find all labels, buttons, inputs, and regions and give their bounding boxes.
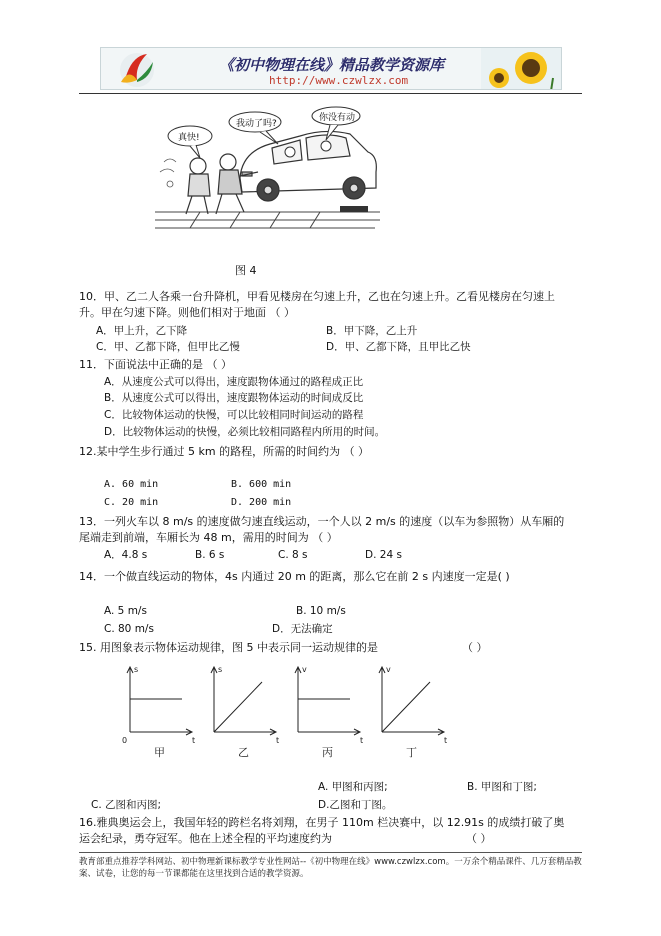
graph-2-line	[214, 682, 262, 732]
figure-4-caption: 图 4	[235, 264, 257, 277]
q12-option-a[interactable]: A. 60 min	[104, 479, 159, 490]
q16-stem-line2: 运会纪录，勇夺冠军。他在上述全程的平均速度约为	[79, 832, 332, 845]
bubble-left: 真快!	[178, 133, 200, 143]
q15-option-a[interactable]: A. 甲图和丙图;	[318, 781, 388, 793]
q13-option-b[interactable]: B. 6 s	[195, 549, 225, 561]
q13-option-c[interactable]: C. 8 s	[278, 549, 308, 561]
footer-note: 教育部重点推荐学科网站、初中物理新课标教学专业性网站--《初中物理在线》www.czwlzx.com。一万余个精品课件、几万套精品教案、试卷，让您的每一节课都能在这里找到合适的教学资源。	[79, 857, 582, 879]
q15-option-b[interactable]: B. 甲图和丁图;	[467, 781, 537, 793]
header-banner	[100, 47, 562, 90]
bubble-mid: 我动了吗?	[236, 119, 277, 129]
graph-4-x-label: t	[444, 736, 448, 745]
q15-stem: 15. 用图象表示物体运动规律，图 5 中表示同一运动规律的是	[79, 641, 378, 654]
q14-option-c[interactable]: C. 80 m/s	[104, 623, 154, 635]
q12-option-d[interactable]: D. 200 min	[231, 497, 292, 508]
q11-option-b[interactable]: B．从速度公式可以得出，速度跟物体运动的时间成反比	[104, 392, 364, 404]
q16-stem-line1: 16.雅典奥运会上，我国年轻的跨栏名将刘翔，在男子 110m 栏决赛中，以 12.91s 的成绩打破了奥	[79, 816, 565, 829]
graph-2-y-label: s	[218, 665, 223, 674]
q10-option-b[interactable]: B．甲下降，乙上升	[326, 325, 418, 337]
graph-2-x-label: t	[276, 736, 280, 745]
header-rule	[79, 93, 582, 94]
q13-option-d[interactable]: D. 24 s	[365, 549, 402, 561]
graph-4-name: 丁	[406, 746, 417, 759]
graph-4-y-label: v	[386, 665, 391, 674]
banner-title: 《初中物理在线》精品教学资源库	[219, 56, 445, 74]
q12-stem: 12.某中学生步行通过 5 km 的路程，所需的时间约为 （ ）	[79, 445, 370, 458]
q11-option-d[interactable]: D．比较物体运动的快慢，必须比较相同路程内所用的时间。	[104, 426, 386, 438]
q10-stem-line1: 10．甲、乙二人各乘一台升降机，甲看见楼房在匀速上升，乙也在匀速上升。乙看见楼房在匀速上	[79, 290, 555, 303]
figure-4-illustration	[150, 100, 385, 240]
graph-1-name: 甲	[154, 746, 165, 759]
q10-stem-line2: 升。甲在匀速下降。则他们相对于地面 （ ）	[79, 306, 295, 319]
graph-3-x-label: t	[360, 736, 364, 745]
q15-answer-paren: （ ）	[462, 641, 488, 654]
graph-1-x-label: t	[192, 736, 196, 745]
q15-option-c[interactable]: C. 乙图和丙图;	[91, 799, 162, 811]
q11-option-a[interactable]: A．从速度公式可以得出，速度跟物体通过的路程成正比	[104, 376, 364, 388]
graph-3-name: 丙	[322, 746, 333, 759]
q14-option-b[interactable]: B. 10 m/s	[296, 605, 346, 617]
q14-option-d[interactable]: D．无法确定	[272, 623, 333, 635]
q15-option-d[interactable]: D.乙图和丁图。	[318, 799, 393, 811]
q14-stem: 14．一个做直线运动的物体，4s 内通过 20 m 的距离，那么它在前 2 s 内速度一定是( )	[79, 570, 510, 583]
q16-answer-paren: （ ）	[466, 832, 492, 845]
logo-icon	[107, 48, 167, 90]
q11-stem: 11．下面说法中正确的是 （ ）	[79, 358, 232, 371]
graph-1-origin-label: 0	[122, 736, 128, 745]
q12-option-b[interactable]: B. 600 min	[231, 479, 292, 490]
q10-option-c[interactable]: C．甲、乙都下降，但甲比乙慢	[96, 341, 240, 353]
car-drawing	[240, 131, 376, 201]
q10-option-d[interactable]: D．甲、乙都下降，且甲比乙快	[326, 341, 471, 353]
q13-stem-line1: 13．一列火车以 8 m/s 的速度做匀速直线运动，一个人以 2 m/s 的速度（以车为参照物）从车厢的	[79, 515, 565, 528]
footer-rule	[79, 852, 582, 853]
q10-option-a[interactable]: A．甲上升，乙下降	[96, 325, 188, 337]
sunflower-icon	[481, 48, 561, 90]
figure-5-graphs	[118, 664, 458, 764]
graph-3-y-label: v	[302, 665, 307, 674]
graph-1-y-label: s	[134, 665, 139, 674]
banner-url[interactable]: http://www.czwlzx.com	[269, 74, 409, 87]
graph-4-line	[382, 682, 430, 732]
q12-option-c[interactable]: C. 20 min	[104, 497, 159, 508]
q13-stem-line2: 尾端走到前端，车厢长为 48 m，需用的时间为 （ ）	[79, 531, 338, 544]
graph-2-name: 乙	[238, 746, 249, 759]
q14-option-a[interactable]: A. 5 m/s	[104, 605, 147, 617]
q13-option-a[interactable]: A．4.8 s	[104, 549, 148, 561]
bubble-right: 你没有动	[319, 113, 356, 123]
q11-option-c[interactable]: C．比较物体运动的快慢，可以比较相同时间运动的路程	[104, 409, 364, 421]
